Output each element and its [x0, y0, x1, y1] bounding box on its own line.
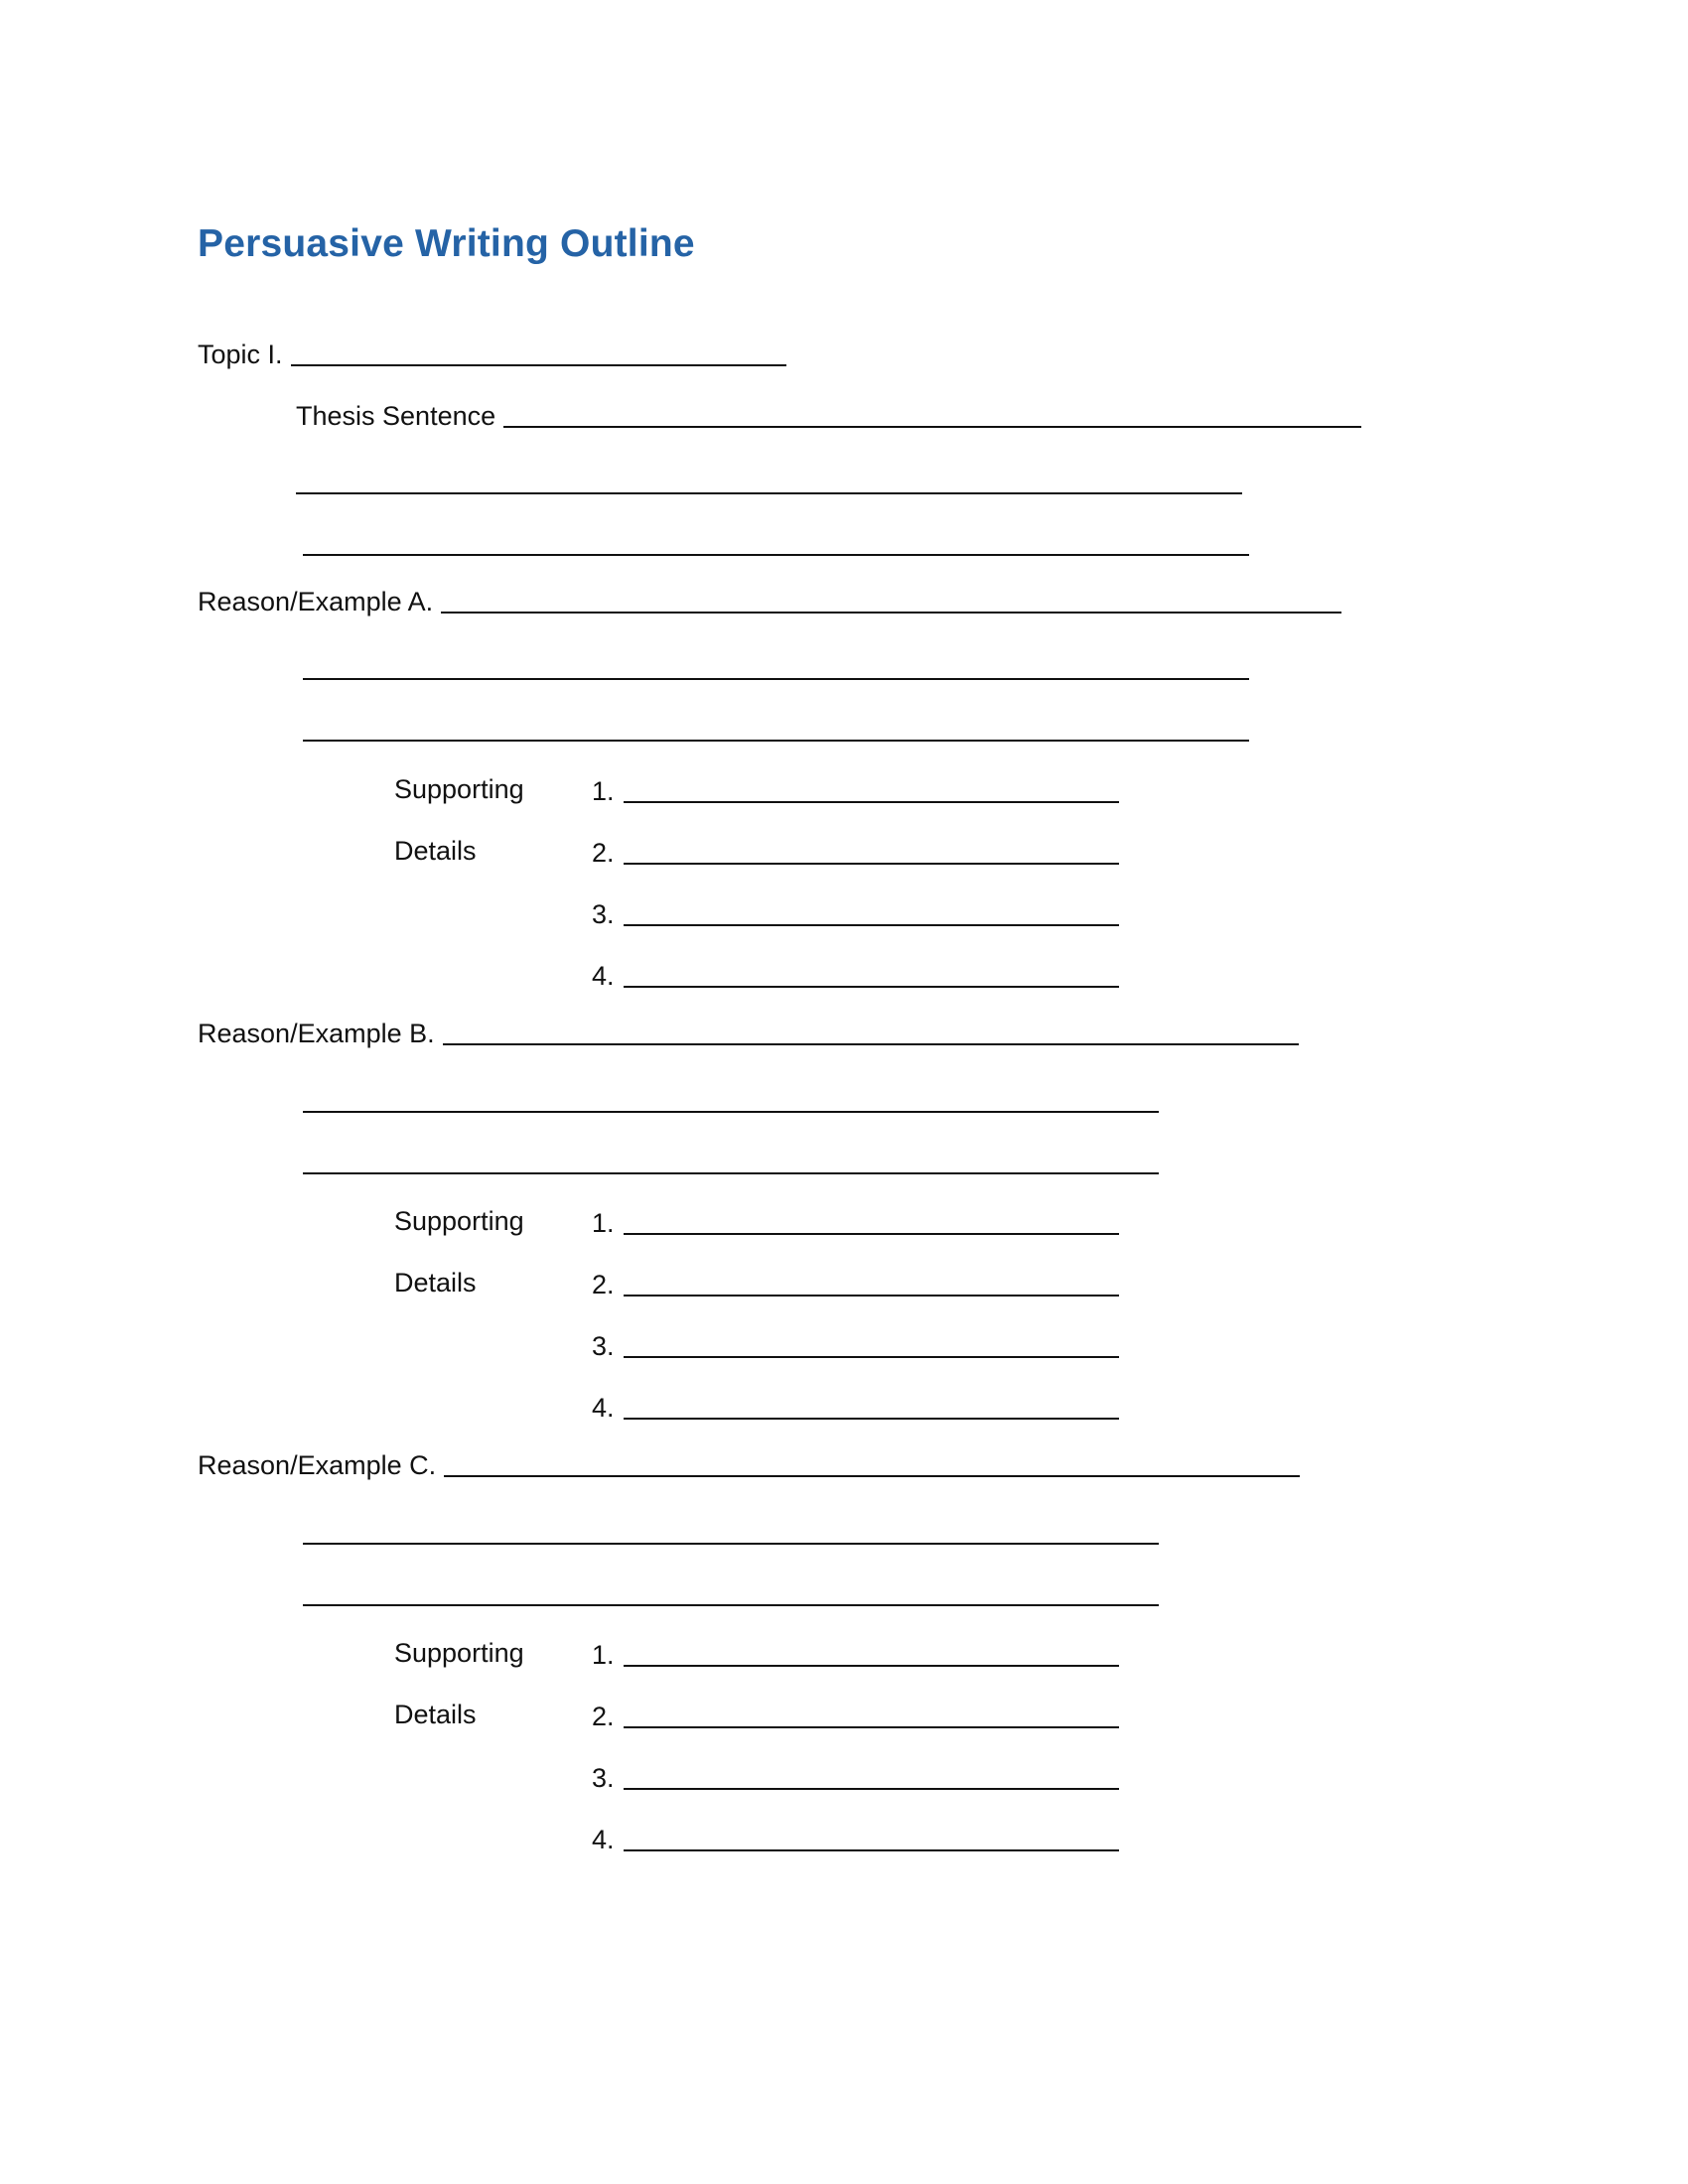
- reason-c-detail-1-line[interactable]: [624, 1665, 1119, 1667]
- reason-c-detail-2-row: [592, 1693, 1119, 1732]
- details-label: Details: [394, 1700, 477, 1729]
- reason-a-detail-3-row: [592, 890, 1119, 930]
- reason-b-detail-2-line[interactable]: [624, 1295, 1119, 1297]
- reason-a-detail-1-row: [592, 767, 1119, 807]
- topic-blank-line[interactable]: [291, 364, 786, 366]
- detail-number: 3.: [592, 899, 615, 929]
- detail-number: 4.: [592, 1825, 615, 1854]
- supporting-label: Supporting: [394, 1638, 524, 1668]
- reason-b-detail-4-row: [592, 1384, 1119, 1424]
- reason-c-detail-4-row: [592, 1816, 1119, 1855]
- detail-number: 2.: [592, 1702, 615, 1731]
- reason-b-blank-line-3[interactable]: [303, 1172, 1159, 1174]
- reason-c-detail-1-row: [592, 1631, 1119, 1671]
- topic-label: Topic I.: [198, 340, 283, 369]
- reason-a-detail-2-line[interactable]: [624, 863, 1119, 865]
- reason-c-detail-3-line[interactable]: [624, 1788, 1119, 1790]
- reason-a-continuation-row: [303, 644, 1249, 684]
- details-label: Details: [394, 836, 477, 866]
- reason-b-detail-3-line[interactable]: [624, 1356, 1119, 1358]
- thesis-blank-line-2[interactable]: [296, 492, 1242, 494]
- thesis-label: Thesis Sentence: [296, 401, 496, 431]
- reason-b-label: Reason/Example B.: [198, 1019, 435, 1048]
- reason-c-detail-2-line[interactable]: [624, 1726, 1119, 1728]
- reason-a-detail-3-line[interactable]: [624, 924, 1119, 926]
- detail-number: 4.: [592, 1393, 615, 1423]
- detail-number: 2.: [592, 838, 615, 868]
- reason-c-blank-line-3[interactable]: [303, 1604, 1159, 1606]
- topic-row: [198, 331, 786, 370]
- reason-c-continuation-row: [303, 1570, 1159, 1610]
- reason-c-detail-3-row: [592, 1754, 1119, 1794]
- detail-number: 3.: [592, 1763, 615, 1793]
- thesis-continuation-row: [303, 520, 1249, 560]
- reason-b-detail-1-row: [592, 1199, 1119, 1239]
- reason-b-blank-line-2[interactable]: [303, 1111, 1159, 1113]
- reason-a-continuation-row: [303, 706, 1249, 746]
- reason-c-blank-line[interactable]: [444, 1475, 1300, 1477]
- details-label: Details: [394, 1268, 477, 1297]
- reason-b-detail-3-row: [592, 1322, 1119, 1362]
- reason-a-blank-line[interactable]: [441, 612, 1341, 614]
- reason-c-blank-line-2[interactable]: [303, 1543, 1159, 1545]
- thesis-row: [296, 392, 1361, 432]
- detail-number: 4.: [592, 961, 615, 991]
- reason-a-blank-line-2[interactable]: [303, 678, 1249, 680]
- page-title: Persuasive Writing Outline: [198, 222, 695, 265]
- reason-c-continuation-row: [303, 1509, 1159, 1549]
- detail-number: 1.: [592, 776, 615, 806]
- reason-a-detail-4-line[interactable]: [624, 986, 1119, 988]
- reason-a-detail-1-line[interactable]: [624, 801, 1119, 803]
- supporting-label: Supporting: [394, 1206, 524, 1236]
- thesis-blank-line-3[interactable]: [303, 554, 1249, 556]
- reason-c-row: [198, 1441, 1300, 1481]
- reason-b-detail-1-line[interactable]: [624, 1233, 1119, 1235]
- detail-number: 1.: [592, 1640, 615, 1670]
- supporting-label: Supporting: [394, 774, 524, 804]
- reason-a-label: Reason/Example A.: [198, 587, 434, 616]
- detail-number: 3.: [592, 1331, 615, 1361]
- reason-a-row: [198, 578, 1341, 617]
- thesis-blank-line[interactable]: [503, 426, 1361, 428]
- reason-b-blank-line[interactable]: [443, 1043, 1299, 1045]
- detail-number: 1.: [592, 1208, 615, 1238]
- reason-b-detail-4-line[interactable]: [624, 1418, 1119, 1420]
- thesis-continuation-row: [296, 459, 1242, 498]
- reason-b-continuation-row: [303, 1139, 1159, 1178]
- reason-b-detail-2-row: [592, 1261, 1119, 1300]
- reason-b-continuation-row: [303, 1077, 1159, 1117]
- reason-c-label: Reason/Example C.: [198, 1450, 437, 1480]
- reason-a-detail-4-row: [592, 952, 1119, 992]
- reason-b-row: [198, 1010, 1299, 1049]
- reason-a-blank-line-3[interactable]: [303, 740, 1249, 742]
- detail-number: 2.: [592, 1270, 615, 1299]
- reason-a-detail-2-row: [592, 829, 1119, 869]
- reason-c-detail-4-line[interactable]: [624, 1849, 1119, 1851]
